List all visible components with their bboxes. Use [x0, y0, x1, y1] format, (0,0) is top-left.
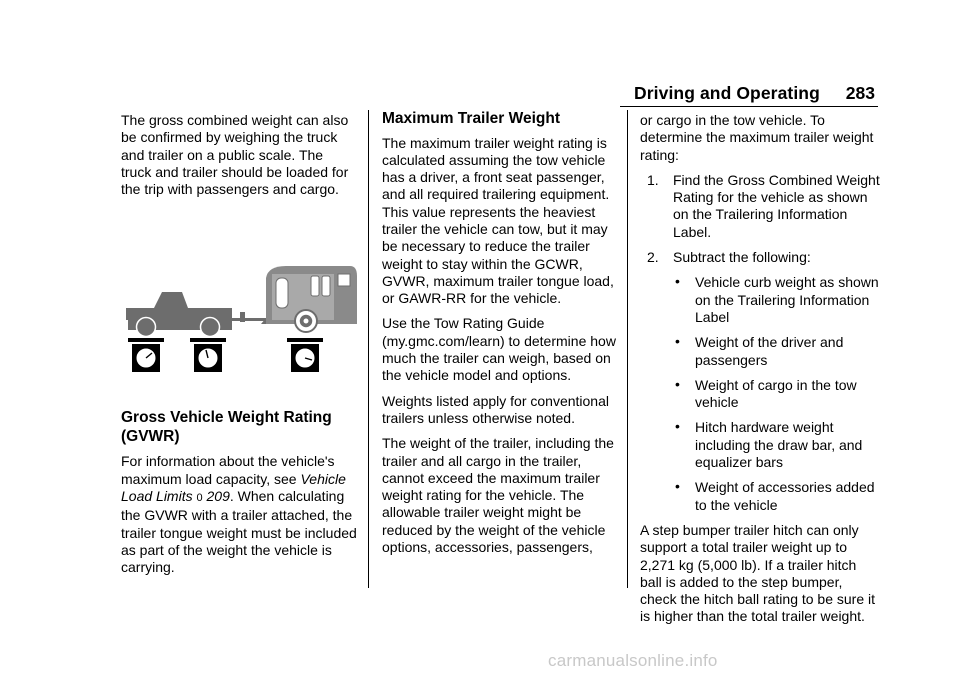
gvwr-text-end: . When calculating the GVWR with a trailer attached, the trailer tongue weight must be included as part of the weight the vehicle is carrying.	[121, 488, 357, 576]
column-3	[640, 112, 880, 626]
gvwr-paragraph	[121, 453, 357, 576]
max-trailer-paragraph-3: Weights listed apply for conventional trailers unless otherwise noted.	[382, 392, 609, 426]
step-text: Find the Gross Combined Weight Rating for the vehicle as shown on the Trailering Information Label.	[673, 171, 880, 240]
list-item-step-2	[640, 249, 880, 266]
bullet-text: Hitch hardware weight including the draw bar, and equalizer bars	[695, 419, 863, 471]
bullet-text: Weight of the driver and passengers	[695, 334, 844, 368]
max-trailer-paragraph-4: The weight of the trailer, including the trailer and all cargo in the trailer, cannot exceed the maximum trailer weight rating for the vehicle. The allowable trailer weight might be reduced by the weight of the vehicle options, accessories, passengers,	[382, 435, 614, 556]
list-item	[640, 479, 880, 514]
list-item	[640, 377, 880, 412]
vehicle-load-limits-link[interactable]: Vehicle Load Limits	[121, 470, 346, 505]
page-ref-arrow-icon: 0	[196, 492, 203, 505]
step-number: 2.	[647, 249, 659, 266]
truck-trailer-scales-illustration	[126, 258, 358, 380]
page-ref-number[interactable]: 209	[206, 488, 230, 505]
max-trailer-paragraph-2: Use the Tow Rating Guide (my.gmc.com/learn) to determine how much the trailer can weigh, based on the vehicle model and options.	[382, 315, 616, 384]
bullet-icon: •	[675, 478, 680, 495]
bullet-icon: •	[675, 418, 680, 435]
page-header	[620, 83, 878, 105]
gvwr-text-start: For information about the vehicle's maximum load capacity, see	[121, 453, 335, 487]
list-item	[640, 419, 880, 471]
step-number: 1.	[647, 171, 659, 188]
section-title: Driving and Operating	[634, 83, 820, 103]
column-divider-left	[368, 110, 369, 588]
bullet-text: Weight of cargo in the tow vehicle	[695, 376, 857, 411]
column-divider-right	[627, 110, 628, 588]
list-item	[640, 334, 880, 369]
column-2	[382, 112, 620, 556]
step-bumper-paragraph: A step bumper trailer hitch can only support a total trailer weight up to 2,271 kg (5,000 lb). If a trailer hitch ball is added to the step bumper, check the hitch ball rating to be sure it is higher than the total trailer weight.	[640, 521, 876, 625]
gvwr-heading: Gross Vehicle Weight Rating (GVWR)	[121, 409, 332, 445]
watermark: carmanualsonline.info	[548, 651, 718, 670]
steps-intro: or cargo in the tow vehicle. To determine the maximum trailer weight rating:	[640, 112, 874, 163]
header-rule	[620, 106, 878, 107]
bullet-icon: •	[675, 333, 680, 350]
step-text: Subtract the following:	[673, 249, 811, 266]
bullet-text: Vehicle curb weight as shown on the Trailering Information Label	[695, 274, 879, 325]
list-item-step-1	[640, 172, 880, 241]
bullet-icon: •	[675, 273, 680, 290]
bullet-icon: •	[675, 375, 680, 392]
bullet-text: Weight of accessories added to the vehicle	[695, 479, 875, 513]
max-trailer-paragraph-1: The maximum trailer weight rating is calculated assuming the tow vehicle has a driver, a front seat passenger, and all required trailering equipment. This value represents the heaviest trailer the vehicle can tow, but it may be necessary to reduce the trailer weight to stay within the GCWR, GVWR, maximum trailer tongue load, or GAWR-RR for the vehicle.	[382, 134, 614, 307]
max-trailer-weight-heading: Maximum Trailer Weight	[382, 110, 561, 127]
intro-paragraph: The gross combined weight can also be confirmed by weighing the truck and trailer on a public scale. The truck and trailer should be loaded for the trip with passengers and cargo.	[121, 112, 349, 198]
page-number: 283	[845, 83, 875, 103]
list-item	[640, 274, 880, 326]
